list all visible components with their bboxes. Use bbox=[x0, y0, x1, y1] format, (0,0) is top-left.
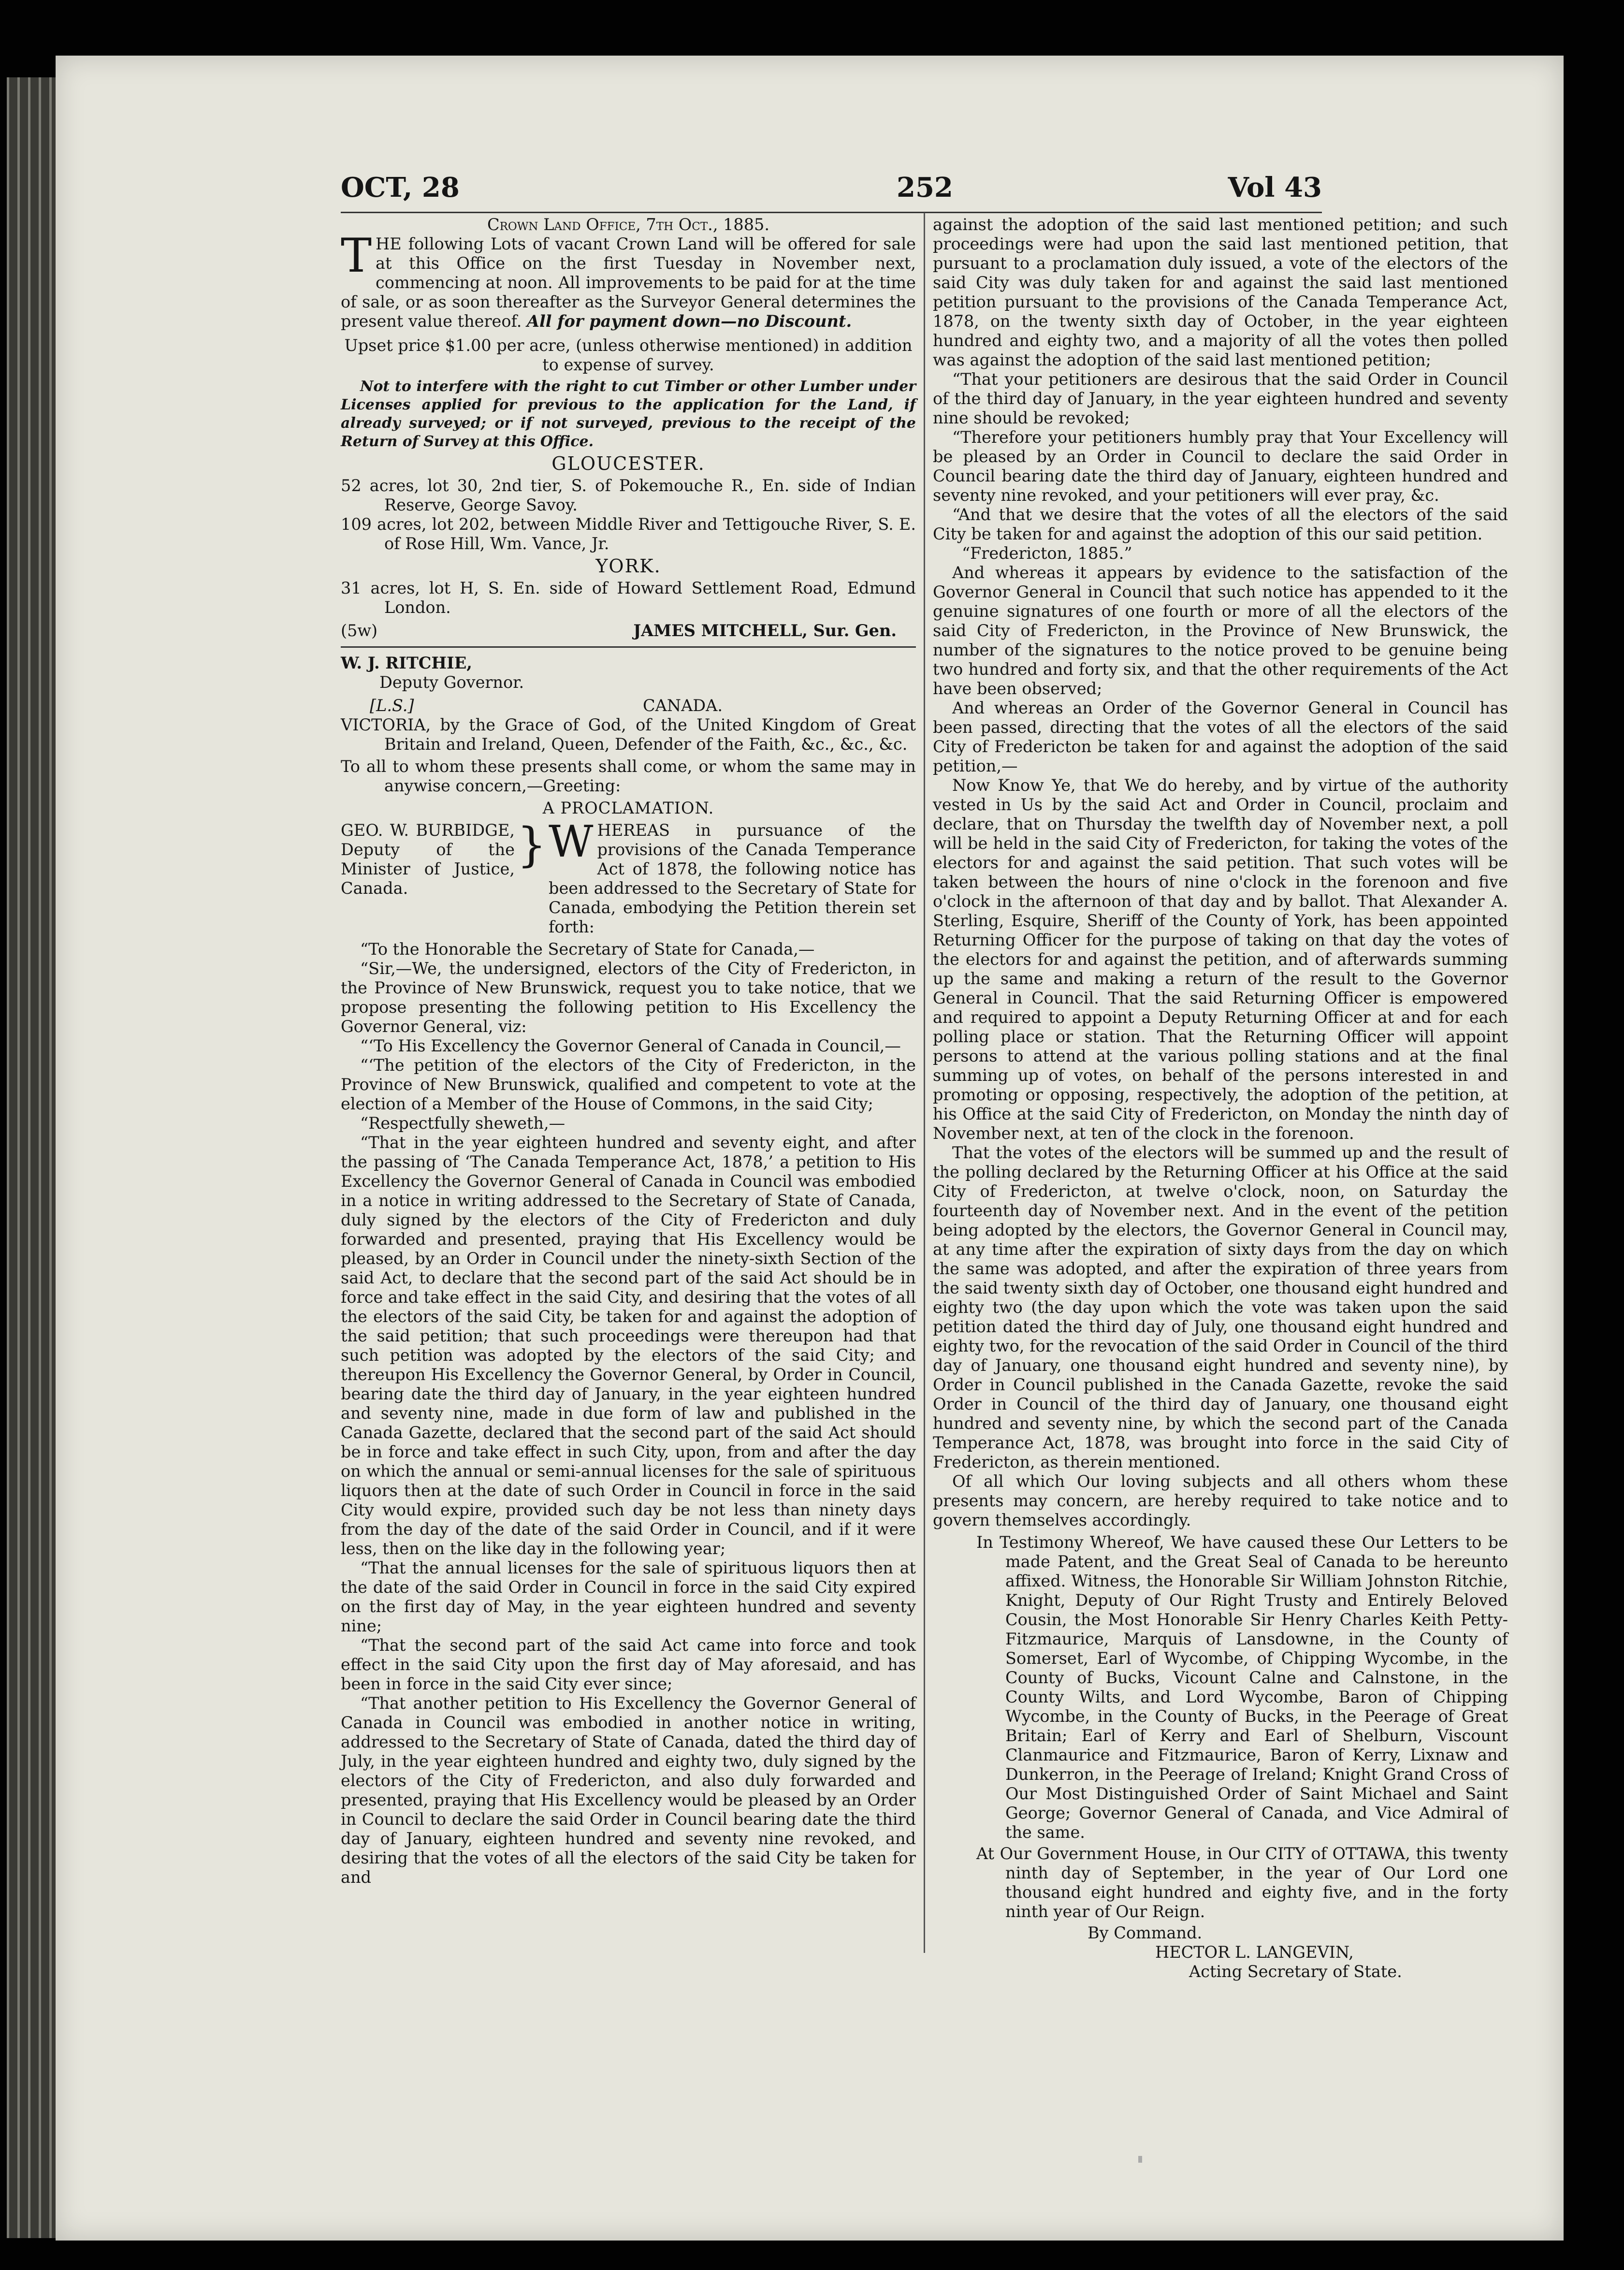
header-volume: Vol 43 bbox=[1228, 172, 1322, 204]
to-all-greeting: To all to whom these presents shall come, or whom the same may in anywise concern,—Greeting: bbox=[341, 757, 916, 795]
whereas-start: WHEREAS in pursuance of the provisions of the Canada Temperance Act of 1878, the following notice has been addressed to the Secretary of State for Canada, embodying the Petition therein set forth: bbox=[549, 816, 916, 936]
not-interfere-note: Not to interfere with the right to cut Timber or other Lumber under Licenses applied for previous to the application for the Land, if already surveyed; or if not surveyed, previous to the receipt of the Return of Survey at this Office. bbox=[341, 378, 916, 450]
petition-paragraph: “That your petitioners are desirous that the said Order in Council of the third day of January, in the year eighteen hundred and seventy nine should be revoked; bbox=[933, 370, 1508, 427]
crown-land-office-line: Crown Land Office, 7th Oct., 1885. bbox=[487, 215, 770, 234]
surveyor-signature-row bbox=[341, 621, 916, 640]
victoria-titles: VICTORIA, by the Grace of God, of the United Kingdom of Great Britain and Ireland, Queen, Defender of the Faith, &c., &c., &c. bbox=[341, 715, 916, 754]
petition-paragraph: “That another petition to His Excellency the Governor General of Canada in Council was embodied in another notice in writing, addressed to the Secretary of State of Canada, dated the third day of July, in the year eighteen hundred and eighty two, duly signed by the electors of the City of Fredericton, and also duly forwarded and presented, praying that His Excellency would be pleased by an Order in Council to declare the said Order in Council bearing date the third day of January, eighteen hundred and seventy nine revoked, and desiring that the votes of all the electors of the said City be taken for and bbox=[341, 1694, 916, 1887]
petition-paragraph: “And that we desire that the votes of all the electors of the said City be taken for and against the adoption of this our said petition. bbox=[933, 505, 1508, 543]
upset-price: Upset price $1.00 per acre, (unless otherwise mentioned) in addition to expense of survey. bbox=[344, 336, 913, 374]
dropcap-w: W bbox=[549, 816, 594, 867]
brace-mark: } bbox=[517, 818, 547, 872]
header-date: OCT, 28 bbox=[341, 172, 460, 204]
petition-paragraph: “Respectfully sheweth,— bbox=[360, 1114, 566, 1133]
payment-note: All for payment down—no Discount. bbox=[527, 312, 852, 331]
newspaper-page bbox=[56, 56, 1564, 2241]
dropcap-t: T bbox=[341, 229, 372, 283]
lot-entry: 109 acres, lot 202, between Middle River and Tettigouche River, S. E. of Rose Hill, Wm. Vance, Jr. bbox=[341, 515, 916, 553]
lot-entry: 52 acres, lot 30, 2nd tier, S. of Pokemouche R., En. side of Indian Reserve, George Savoy. bbox=[341, 476, 916, 514]
column-divider bbox=[924, 213, 925, 1953]
ink-speck bbox=[1138, 2156, 1142, 2163]
header-page-number: 252 bbox=[897, 172, 953, 204]
section-rule bbox=[341, 646, 916, 648]
testimony-text: In Testimony Whereof, We have caused these Our Letters to be made Patent, and the Great Seal of Canada to be hereunto affixed. Witness, the Honorable Sir William Johnston Ritchie, Knight, Deputy of Our Right Trusty and Entirely Beloved Cousin, the Most Honorable Sir Henry Charles Keith Petty-Fitzmaurice, Marquis of Lansdowne, in the County of Somerset, Earl of Wycombe, of Chipping Wycombe, in the County of Bucks, Vicount Calne and Calnstone, in the County Wilts, and Lord Wycombe, Baron of Chipping Wycombe, in the County of Bucks, in the Peerage of Great Britain; Earl of Kerry and Earl of Shelburn, Viscount Clanmaurice and Fitzmaurice, Baron of Kerry, Lixnaw and Dunkerron, in the Peerage of Ireland; Knight Grand Cross of Our Most Distinguished Order of Saint Michael and Saint George; Governor General of Canada, and Vice Admiral of the same. bbox=[976, 1533, 1508, 1842]
page-header bbox=[341, 172, 1322, 215]
burbidge-block bbox=[341, 816, 916, 937]
petition-paragraph: “That the annual licenses for the sale of spirituous liquors then at the date of the said Order in Council in force in the said City expired on the first day of May, in the year eighteen hundred and seventy nine; bbox=[341, 1558, 916, 1635]
petition-continued: against the adoption of the said last mentioned petition; and such proceedings were had upon the said last mentioned petition, that pursuant to a proclamation duly issued, a vote of the electors of the said City was duly taken for and against the said last mentioned petition pursuant to the provisions of the Canada Temperance Act, 1878, on the twenty sixth day of October, in the year eighteen hundred and eighty two, and a majority of all the votes then polled was against the adoption of the said last mentioned petition; bbox=[933, 215, 1508, 369]
petition-address: “To the Honorable the Secretary of State for Canada,— bbox=[360, 940, 815, 959]
crown-land-intro: THE following Lots of vacant Crown Land will be offered for sale at this Office on the first Tuesday in November next, commencing at noon. All improvements to be paid for at the time of sale, or as soon thereafter as the Surveyor General determines the present value thereof. All for payment down—no Discount. bbox=[341, 229, 916, 331]
langevin-name: HECTOR L. LANGEVIN, bbox=[1155, 1943, 1354, 1962]
proclamation-heading: A PROCLAMATION. bbox=[542, 799, 714, 817]
right-column bbox=[933, 215, 1508, 1981]
surveyor-general: JAMES MITCHELL, Sur. Gen. bbox=[633, 621, 897, 640]
proclamation-paragraph: Of all which Our loving subjects and all others whom these presents may concern, are hereby required to take notice and to govern themselves accordingly. bbox=[933, 1472, 1508, 1529]
petition-paragraph: “That in the year eighteen hundred and seventy eight, and after the passing of ‘The Canada Temperance Act, 1878,’ a petition to His Excellency the Governor General of Canada in Council was embodied in a notice in writing addressed to the Secretary of State of Canada, duly signed by the electors of the City of Fredericton and duly forwarded and presented, praying that His Excellency would be pleased, by an Order in Council under the ninety-sixth Section of the said Act, to declare that the second part of the said Act should be in force and take effect in the said City, and desiring that the votes of all the electors of the said City, be taken for and against the adoption of the said petition; that such proceedings were thereupon had that such petition was adopted by the electors of the said City; and thereupon His Excellency the Governor General, by Order in Council, bearing date the third day of January, in the year eighteen hundred and seventy nine, made in due form of law and published in the Canada Gazette, declared that the second part of the said Act should be in force and take effect in such City, upon, from and after the day on which the annual or semi-annual licenses for the sale of spirituous liquors then at the date of such Order in Council in force in the said City would expire, provided such day be not less than ninety days from the day of the date of the said Order in Council, and if it were less, then on the like day in the following year; bbox=[341, 1133, 916, 1558]
petition-paragraph: “‘To His Excellency the Governor General of Canada in Council,— bbox=[360, 1036, 901, 1055]
proclamation-paragraph: And whereas an Order of the Governor General in Council has been passed, directing that the votes of all the electors of the said City of Fredericton be taken for and against the adoption of the said petition,— bbox=[933, 698, 1508, 775]
page-stack-edges bbox=[7, 77, 60, 2238]
petition-paragraph: “‘The petition of the electors of the City of Fredericton, in the Province of New Brunswick, qualified and competent to vote at the election of a Member of the House of Commons, in the said City; bbox=[341, 1056, 916, 1113]
petition-paragraph: “Therefore your petitioners humbly pray that Your Excellency will be pleased by an Order in Council to declare the said Order in Council bearing date the third day of January, eighteen hundred and seventy nine revoked, and your petitioners will ever pray, &c. bbox=[933, 428, 1508, 505]
petition-paragraph: “Sir,—We, the undersigned, electors of the City of Fredericton, in the Province of New Brunswick, request you to take notice, that we propose presenting the following petition to His Excellency the Governor General, viz: bbox=[341, 959, 916, 1036]
proclamation-paragraph: Now Know Ye, that We do hereby, and by virtue of the authority vested in Us by the said Act and Order in Council, proclaim and declare, that on Thursday the twelfth day of November next, a poll will be held in the said City of Fredericton, for taking the votes of the electors for and against the said petition. That such votes will be taken between the hours of nine o'clock in the forenoon and five o'clock in the afternoon of that day and by ballot. That Alexander A. Sterling, Esquire, Sheriff of the County of York, has been appointed Returning Officer for the purpose of taking on that day the votes of the electors for and against the petition, and of afterwards summing up the same and making a return of the result to the Governor General in Council. That the said Returning Officer is empowered and required to appoint a Deputy Returning Officer at and for each polling place or station. That the Returning Officer will appoint persons to attend at the various polling stations and at the final summing up of votes, on behalf of the persons interested in and promoting or opposing, respectively, the adoption of the petition, at his Office at the said City of Fredericton, on Monday the ninth day of November next, at ten of the clock in the forenoon. bbox=[933, 776, 1508, 1143]
left-column bbox=[341, 215, 916, 1887]
header-rule bbox=[341, 212, 1322, 213]
county-york: YORK. bbox=[595, 555, 661, 577]
seal-mark: [L.S.] bbox=[370, 696, 414, 715]
government-house-line: At Our Government House, in Our CITY of OTTAWA, this twenty ninth day of September, in the year of Our Lord one thousand eight hundred and eighty five, and in the forty ninth year of Our Reign. bbox=[976, 1844, 1508, 1921]
proclamation-paragraph: And whereas it appears by evidence to the satisfaction of the Governor General in Council that such notice has appended to it the genuine signatures of one fourth or more of all the electors of the said City of Fredericton, in the Province of New Brunswick, the number of the signatures to the notice proved to be genuine being two hundred and forty six, and that the other requirements of the Act have been observed; bbox=[933, 563, 1508, 698]
petition-paragraph: “That the second part of the said Act came into force and took effect in the said City upon the first day of May aforesaid, and has been in force in the said City ever since; bbox=[341, 1636, 916, 1693]
testimony-block bbox=[933, 1533, 1508, 1842]
county-gloucester: GLOUCESTER. bbox=[551, 453, 705, 474]
by-command: By Command. bbox=[1088, 1923, 1203, 1942]
deputy-governor-title: Deputy Governor. bbox=[379, 673, 524, 692]
lot-entry: 31 acres, lot H, S. En. side of Howard Settlement Road, Edmund London. bbox=[341, 579, 916, 617]
seal-row bbox=[341, 696, 916, 715]
proclamation-paragraph: That the votes of the electors will be summed up and the result of the polling declared by the Returning Officer at his Office at the said City of Fredericton, at twelve o'clock, noon, on Saturday the fourteenth day of November next. And in the event of the petition being adopted by the electors, the Governor General in Council may, at any time after the expiration of sixty days from the day on which the same was adopted, and after the expiration of three years from the said twenty sixth day of October, one thousand eight hundred and eighty two (the day upon which the vote was taken upon the said petition dated the third day of July, one thousand eight hundred and eighty two, for the revocation of the said Order in Council of the third day of January, one thousand eight hundred and seventy nine), by Order in Council published in the Canada Gazette, revoke the said Order in Council of the third day of January, one thousand eight hundred and seventy nine, by which the second part of the Canada Temperance Act, 1878, was brought into force in the said City of Fredericton, as therein mentioned. bbox=[933, 1143, 1508, 1471]
langevin-title: Acting Secretary of State. bbox=[1189, 1962, 1402, 1981]
burbidge-name: GEO. W. BURBIDGE, Deputy of the Minister of Justice, Canada. bbox=[341, 821, 515, 898]
canada-heading: CANADA. bbox=[642, 696, 723, 715]
ritchie-name: W. J. RITCHIE, bbox=[341, 654, 472, 672]
weeks-note: (5w) bbox=[341, 621, 378, 640]
petition-date: “Fredericton, 1885.” bbox=[962, 544, 1132, 563]
